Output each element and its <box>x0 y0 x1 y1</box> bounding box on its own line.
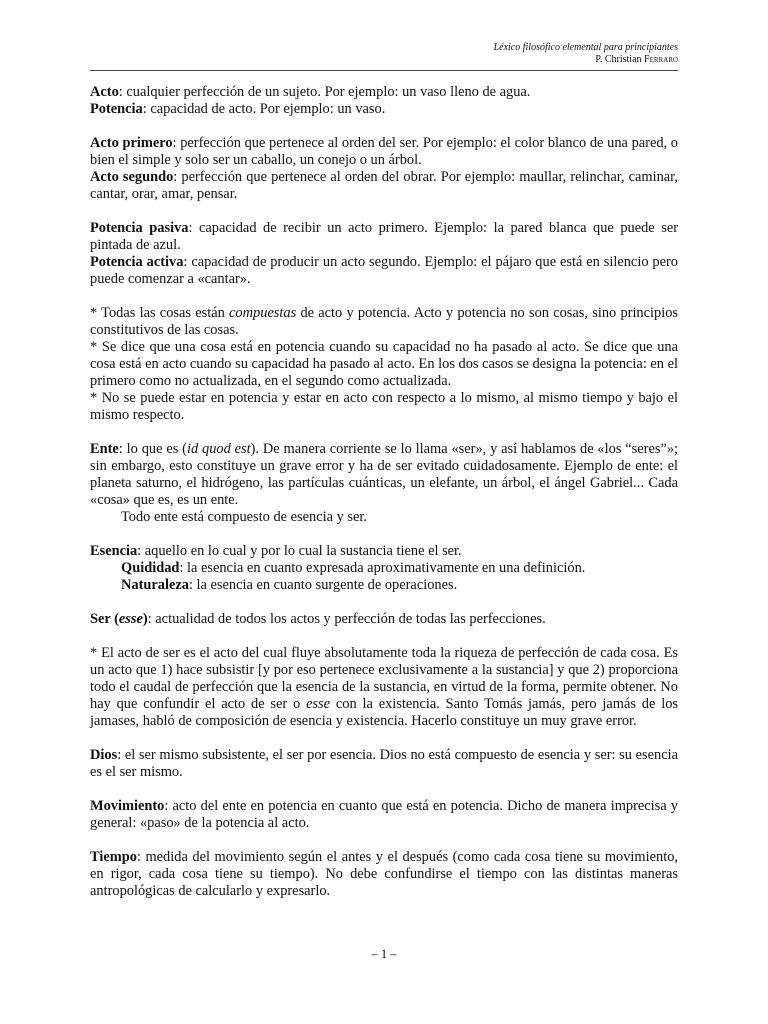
note-potencia-acto: * Se dice que una cosa está en potencia cuando su capacidad no ha pasado al acto. Se dice que una cosa está en acto cuando su capacidad ha pasado al acto. En los dos casos se designa la potencia: en el primero como no actualizada, en el segundo como actualizada. <box>90 339 678 389</box>
note-compuestas: * Todas las cosas están compuestas de acto y potencia. Acto y potencia no son cosas, sino principios constitutivos de las cosas. <box>90 305 679 338</box>
term: Acto <box>90 84 119 100</box>
definition: : cualquier perfección de un sujeto. Por ejemplo: un vaso lleno de agua. <box>118 84 531 100</box>
document-body <box>90 84 678 900</box>
entry-movimiento <box>90 798 678 832</box>
term: Movimiento <box>90 798 165 814</box>
term: Dios <box>90 747 118 763</box>
term: Ente <box>90 441 119 457</box>
definition: : acto del ente en potencia en cuanto que está en potencia. Dicho de manera imprecisa y general: «paso» de la potencia al acto. <box>90 798 678 831</box>
entry-ente: Ente: lo que es (id quod est). De manera corriente se lo llama «ser», y así hablamos de «los “seres”»; sin embargo, esto constituye un grave error y ha de ser evitado cuidadosamente. Ejemplo de ente: el planeta saturno, el hidrógeno, las partículas cuánticas, un elefante, un árbol, el ángel Gabriel... Cada «cosa» que es, es un ente. <box>90 441 679 508</box>
page-number: – 1 – <box>371 947 397 961</box>
author-surname: Ferraro <box>644 54 678 65</box>
note-acto-de-ser: * El acto de ser es el acto del cual fluye absolutamente toda la riqueza de perfección de cada cosa. Es un acto que 1) hace subsistir [y por eso pertenece exclusivamente a la sustancia] y que 2) proporciona todo el caudal de perfección que la esencia de la sustancia, en virtud de la forma, permite obtener. No hay que confundir el acto de ser o esse con la existencia. Santo Tomás jamás, pero jamás de los jamases, habló de composición de esencia y existencia. Hacerlo constituye un muy grave error. <box>90 645 678 729</box>
entry-ser <box>90 611 678 628</box>
entry-naturaleza <box>90 577 678 594</box>
term: Esencia <box>90 543 138 559</box>
term: Naturaleza <box>121 577 189 593</box>
entry-quididad <box>90 560 678 577</box>
note-no-contradiccion: * No se puede estar en potencia y estar en acto con respecto a lo mismo, al mismo tiempo y bajo el mismo respecto. <box>90 390 678 423</box>
entry-acto-segundo <box>90 169 678 203</box>
term: Acto primero <box>90 135 173 151</box>
term: Quididad <box>121 560 180 576</box>
entry-acto <box>90 84 678 101</box>
definition: : perfección que pertenece al orden del obrar. Por ejemplo: maullar, relinchar, caminar, cantar, orar, amar, pensar. <box>90 169 678 202</box>
entry-potencia-pasiva <box>90 220 678 254</box>
document-title: Léxico filosófico elemental para principiantes <box>493 42 678 53</box>
entry-potencia-activa <box>90 254 678 288</box>
definition: : perfección que pertenece al orden del ser. Por ejemplo: el color blanco de una pared, o bien el simple y solo ser un caballo, un conejo o un árbol. <box>90 135 678 168</box>
definition: : la esencia en cuanto surgente de operaciones. <box>188 577 458 593</box>
term: Tiempo <box>90 849 137 865</box>
ente-composition: Todo ente está compuesto de esencia y ser. <box>121 509 367 525</box>
entry-tiempo <box>90 849 678 900</box>
term: Ser (esse) <box>90 611 148 627</box>
entry-dios <box>90 747 678 781</box>
entry-esencia <box>90 543 678 560</box>
entry-potencia <box>90 101 678 118</box>
term: Potencia <box>90 101 143 117</box>
definition: : el ser mismo subsistente, el ser por esencia. Dios no está compuesto de esencia y ser: su esencia es el ser mismo. <box>90 747 678 780</box>
definition: : capacidad de acto. Por ejemplo: un vaso. <box>142 101 386 117</box>
entry-acto-primero <box>90 135 678 169</box>
document-author <box>90 54 678 66</box>
term: Potencia pasiva <box>90 220 189 236</box>
header-divider <box>90 70 678 71</box>
page-header <box>90 42 678 66</box>
term: Potencia activa <box>90 254 184 270</box>
definition: : capacidad de recibir un acto primero. Ejemplo: la pared blanca que puede ser pintada de azul. <box>90 220 678 253</box>
definition: : actualidad de todos los actos y perfección de todas las perfecciones. <box>147 611 546 627</box>
definition: : la esencia en cuanto expresada aproximativamente en una definición. <box>179 560 586 576</box>
author-name: P. Christian <box>595 54 645 65</box>
term: Acto segundo <box>90 169 174 185</box>
definition: : aquello en lo cual y por lo cual la sustancia tiene el ser. <box>137 543 462 559</box>
definition: : capacidad de producir un acto segundo. Ejemplo: el pájaro que está en silencio pero puede comenzar a «cantar». <box>90 254 678 287</box>
definition: : medida del movimiento según el antes y el después (como cada cosa tiene su movimiento, en rigor, cada cosa tiene su tiempo). No debe confundirse el tiempo con las distintas maneras antropológicas de calcularlo y expresarlo. <box>90 849 678 899</box>
